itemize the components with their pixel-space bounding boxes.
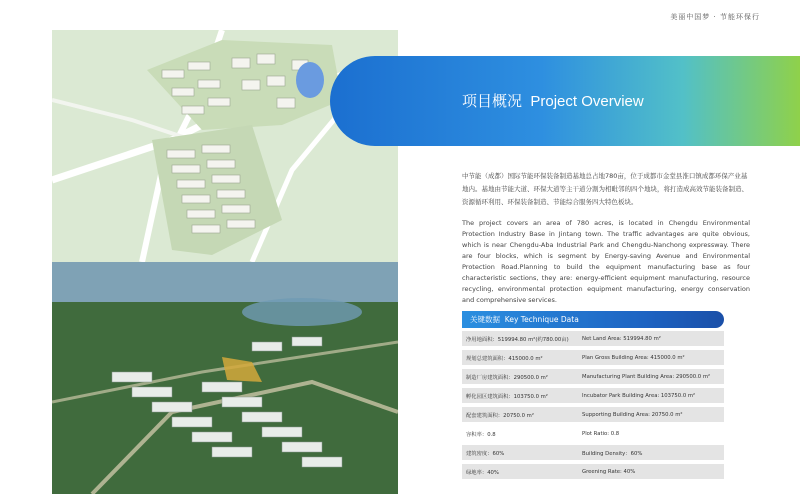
data-row xyxy=(462,369,724,384)
key-data-heading-en: Key Technique Data xyxy=(504,315,579,324)
overview-text-en: The project covers an area of 780 acres, is located in Chengdu Environmental Protection Industry Base in Jintang town. The traffic advantages are quite obvious, which is near Chengdu-Aba Industrial Park and Chengdu-Nanchong expressway. There are four blocks, which is segment by Energy-saving Avenue and Environmental Protection Road.Planning to build the equipment manufacturing base as four characteristic sections, they are: energy-efficient equipment manufacturing, resource recycling, environmental protection equipment manufacturing, energy conservation and comprehensive services. xyxy=(462,219,750,304)
data-cell-cn: 规划总建筑面积：415000.0 m² xyxy=(466,355,543,362)
data-cell-cn: 绿地率：40% xyxy=(466,469,499,476)
data-row xyxy=(462,388,724,403)
data-row xyxy=(462,426,724,441)
data-cell-cn: 净用地面积：519994.80 m²(约780.00亩) xyxy=(466,336,569,343)
data-cell-en: Manufacturing Plant Building Area: 290500.0 m² xyxy=(582,373,711,380)
key-data-heading xyxy=(462,311,724,328)
data-cell-cn: 孵化园区建筑面积：103750.0 m² xyxy=(466,393,548,400)
data-cell-en: Supporting Building Area: 20750.0 m² xyxy=(582,411,683,418)
data-cell-en: Net Land Area: 519994.80 m² xyxy=(582,335,661,342)
data-row xyxy=(462,407,724,422)
aerial-render-image xyxy=(52,262,398,494)
aerial-render-drawing xyxy=(52,262,398,494)
data-cell-cn: 配套建筑面积：20750.0 m² xyxy=(466,412,534,419)
data-cell-cn: 制造厂房建筑面积：290500.0 m² xyxy=(466,374,548,381)
key-data-table xyxy=(462,331,724,483)
data-cell-en: Building Density：60% xyxy=(582,450,643,457)
data-cell-en: Plot Ratio: 0.8 xyxy=(582,430,620,437)
page-tagline: 美丽中国梦 · 节能环保行 xyxy=(670,13,760,21)
data-cell-cn: 容积率：0.8 xyxy=(466,431,496,438)
data-cell-en: Plan Gross Building Area: 415000.0 m² xyxy=(582,354,685,361)
page-title-en: Project Overview xyxy=(530,93,644,110)
page-title-cn: 项目概况 xyxy=(462,93,523,110)
data-row xyxy=(462,331,724,346)
key-data-heading-cn: 关键数据 xyxy=(470,315,500,324)
overview-text-cn: 中节能（成都）国际节能环保装备制造基地总占地780亩，位于成都市金堂县淮口镇成都环保产业基地内。基地由节能大道、环保大道等主干道分割为相毗邻的四个地块，将打造成高效节能装备制造、资源循环利用、环保装备制造、节能综合服务四大特色板块。 xyxy=(462,172,748,206)
data-row xyxy=(462,350,724,365)
page-title xyxy=(462,90,644,111)
data-cell-en: Incubator Park Building Area: 103750.0 m² xyxy=(582,392,696,399)
data-cell-en: Greening Rate: 40% xyxy=(582,468,636,475)
data-cell-cn: 建筑密度：60% xyxy=(466,450,505,457)
data-row xyxy=(462,445,724,460)
data-row xyxy=(462,464,724,479)
